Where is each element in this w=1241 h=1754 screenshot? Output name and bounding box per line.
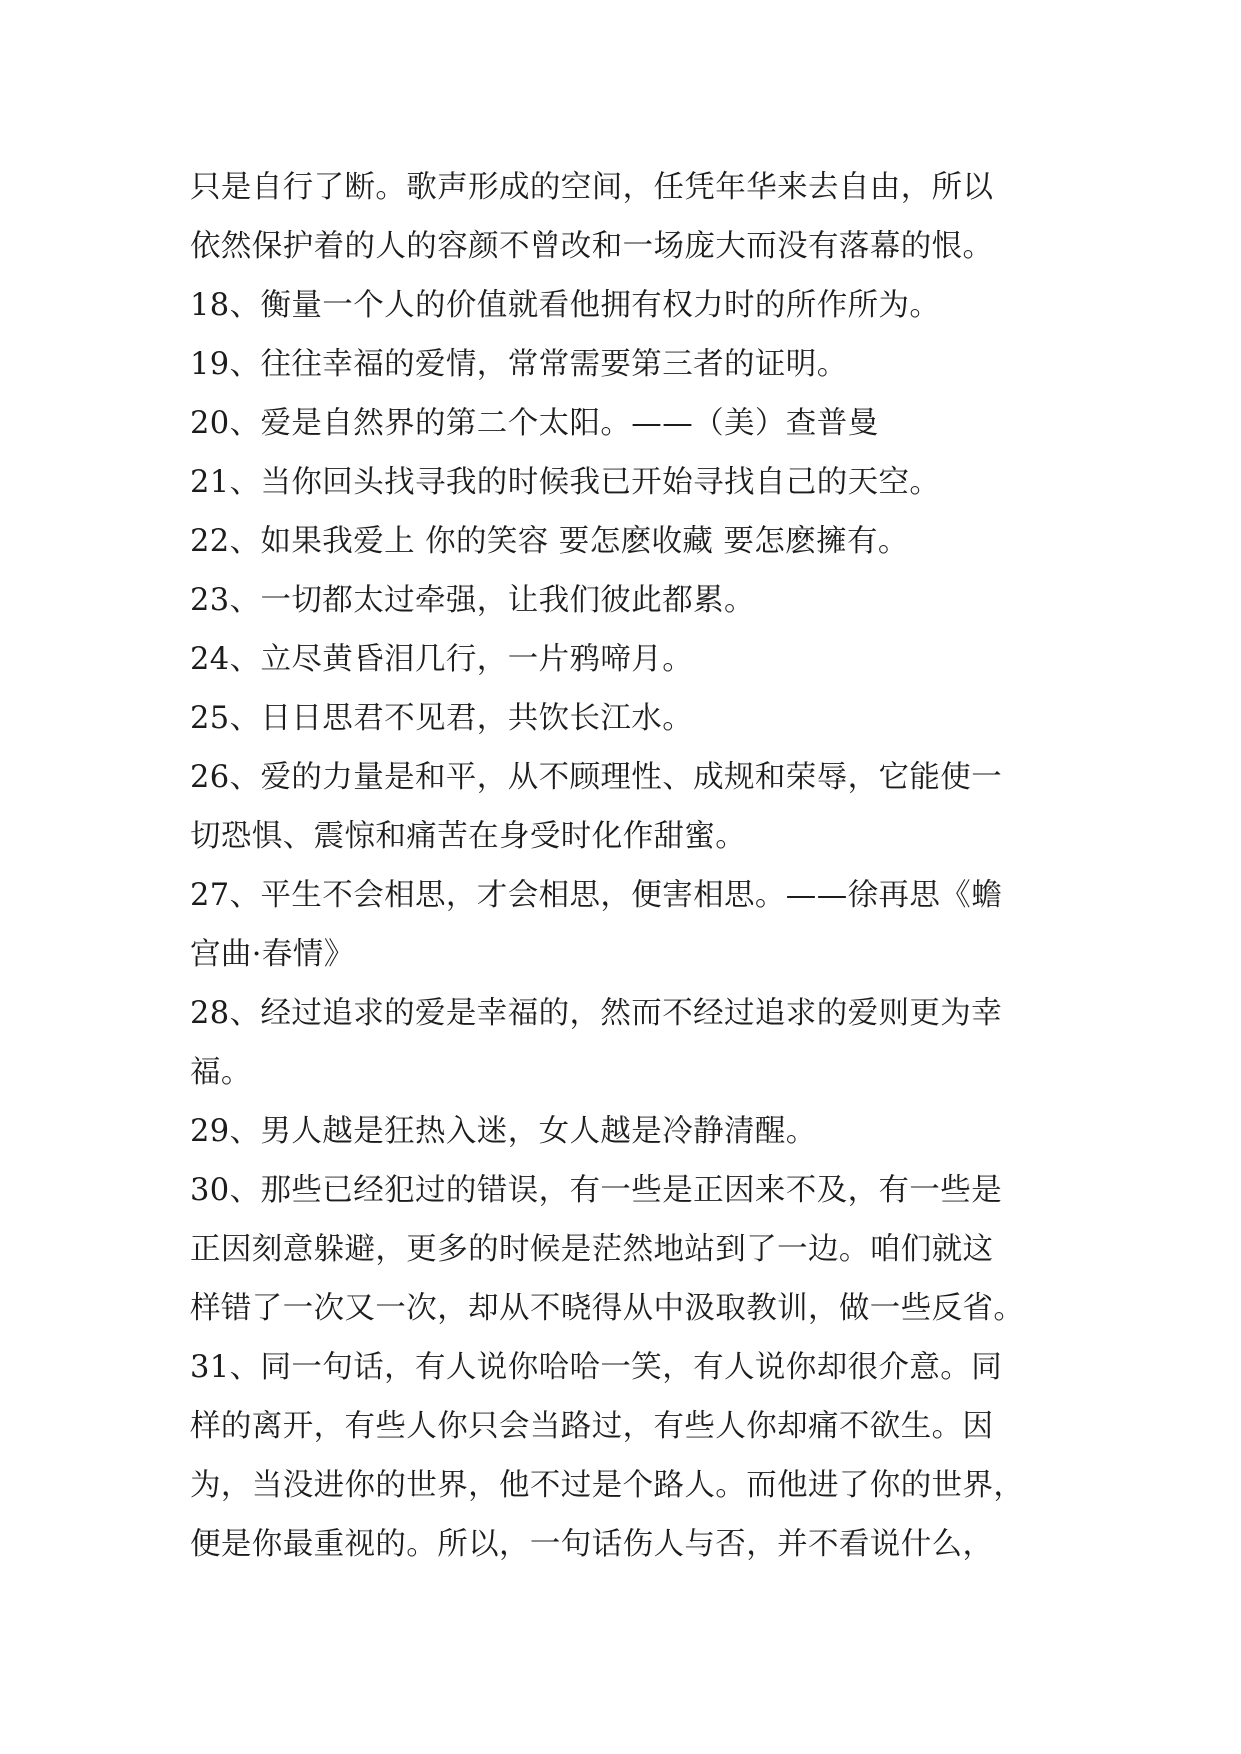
text-line: 便是你最重视的。所以，一句话伤人与否，并不看说什么， xyxy=(190,1527,994,1562)
text-line: 29、男人越是狂热入迷，女人越是冷静清醒。 xyxy=(190,1114,817,1149)
text-line: 31、同一句话，有人说你哈哈一笑，有人说你却很介意。同 xyxy=(190,1350,1003,1385)
text-line: 正因刻意躲避，更多的时候是茫然地站到了一边。咱们就这 xyxy=(190,1232,994,1267)
text-line: 福。 xyxy=(190,1055,252,1090)
text-line: 19、往往幸福的爱情，常常需要第三者的证明。 xyxy=(190,347,848,382)
text-line: 24、立尽黄昏泪几行，一片鸦啼月。 xyxy=(190,642,694,677)
text-line: 宫曲·春情》 xyxy=(190,937,355,972)
text-line: 21、当你回头找寻我的时候我已开始寻找自己的天空。 xyxy=(190,465,941,500)
text-line: 30、那些已经犯过的错误，有一些是正因来不及，有一些是 xyxy=(190,1173,1003,1208)
text-line: 22、如果我爱上 你的笑容 要怎麽收藏 要怎麽擁有。 xyxy=(190,524,909,559)
text-line: 20、爱是自然界的第二个太阳。——（美）查普曼 xyxy=(190,406,879,441)
text-line: 26、爱的力量是和平，从不顾理性、成规和荣辱，它能使一 xyxy=(190,760,1003,795)
text-line: 切恐惧、震惊和痛苦在身受时化作甜蜜。 xyxy=(190,819,747,854)
text-line: 25、日日思君不见君，共饮长江水。 xyxy=(190,701,694,736)
text-line: 23、一切都太过牵强，让我们彼此都累。 xyxy=(190,583,755,618)
text-line: 依然保护着的人的容颜不曾改和一场庞大而没有落幕的恨。 xyxy=(190,229,994,264)
text-line: 18、衡量一个人的价值就看他拥有权力时的所作所为。 xyxy=(190,288,941,323)
text-line: 只是自行了断。歌声形成的空间，任凭年华来去自由，所以 xyxy=(190,170,994,205)
text-line: 样错了一次又一次，却从不晓得从中汲取教训，做一些反省。 xyxy=(190,1291,1025,1326)
text-line: 27、平生不会相思，才会相思，便害相思。——徐再思《蟾 xyxy=(190,878,1003,913)
text-line: 为，当没进你的世界，他不过是个路人。而他进了你的世界， xyxy=(190,1468,1025,1503)
text-line: 样的离开，有些人你只会当路过，有些人你却痛不欲生。因 xyxy=(190,1409,994,1444)
body-text xyxy=(190,158,1090,1574)
text-line: 28、经过追求的爱是幸福的，然而不经过追求的爱则更为幸 xyxy=(190,996,1003,1031)
